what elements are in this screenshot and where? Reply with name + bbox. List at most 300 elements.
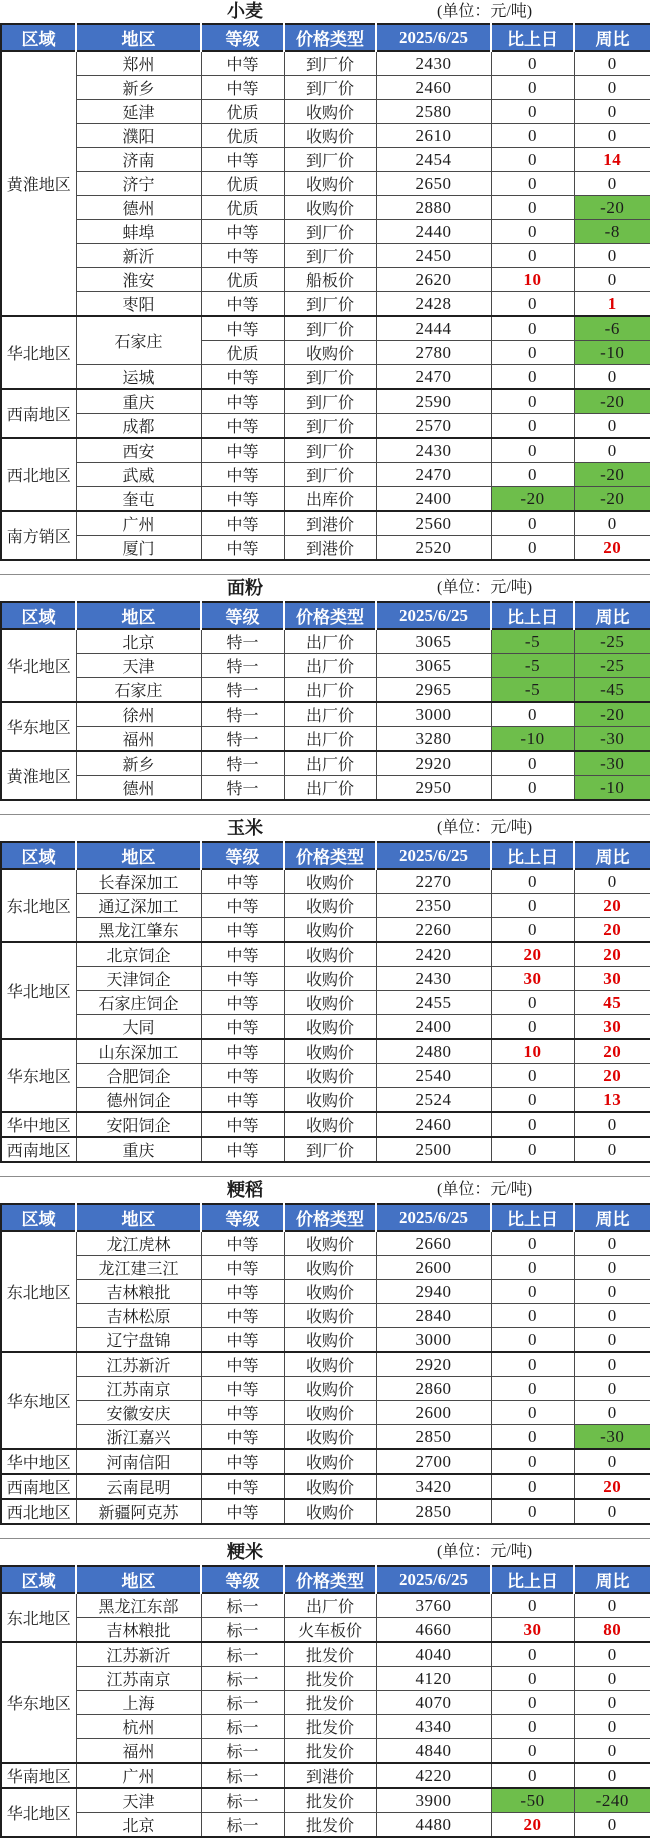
price-type-cell: 收购价 bbox=[284, 1112, 376, 1137]
price-cell: 3065 bbox=[376, 629, 491, 654]
day-change-cell: 0 bbox=[491, 1715, 574, 1739]
table-row bbox=[1, 1401, 650, 1425]
day-change-cell: 0 bbox=[491, 1642, 574, 1667]
table-row bbox=[1, 1715, 650, 1739]
area-cell: 北京饲企 bbox=[76, 942, 201, 967]
day-change-cell: 0 bbox=[491, 1739, 574, 1764]
price-type-cell: 收购价 bbox=[284, 1231, 376, 1256]
week-change-cell: -6 bbox=[574, 316, 650, 341]
grade-cell: 特一 bbox=[201, 776, 284, 801]
price-cell: 2650 bbox=[376, 172, 491, 196]
region-cell: 黄淮地区 bbox=[1, 751, 76, 800]
week-change-cell: 0 bbox=[574, 1763, 650, 1788]
region-cell: 西南地区 bbox=[1, 1474, 76, 1499]
column-header-2: 地区 bbox=[76, 1204, 201, 1231]
table-row bbox=[1, 1425, 650, 1450]
area-cell: 吉林松原 bbox=[76, 1304, 201, 1328]
table-title-bar bbox=[0, 1176, 650, 1203]
unit-label: (单位：元/吨) bbox=[437, 3, 533, 20]
week-change-cell: 0 bbox=[574, 172, 650, 196]
price-table bbox=[0, 841, 650, 1163]
day-change-cell: 0 bbox=[491, 702, 574, 727]
price-cell: 3280 bbox=[376, 727, 491, 752]
table-row bbox=[1, 776, 650, 801]
day-change-cell: 0 bbox=[491, 776, 574, 801]
price-type-cell: 收购价 bbox=[284, 967, 376, 991]
area-cell: 江苏南京 bbox=[76, 1377, 201, 1401]
week-change-cell: 0 bbox=[574, 1739, 650, 1764]
price-cell: 2400 bbox=[376, 1015, 491, 1040]
day-change-cell: 0 bbox=[491, 918, 574, 943]
area-cell: 广州 bbox=[76, 511, 201, 536]
day-change-cell: 0 bbox=[491, 1256, 574, 1280]
area-cell: 新乡 bbox=[76, 751, 201, 776]
price-type-cell: 收购价 bbox=[284, 1425, 376, 1450]
area-cell: 西安 bbox=[76, 438, 201, 463]
day-change-cell: 0 bbox=[491, 76, 574, 100]
table-row bbox=[1, 1763, 650, 1788]
price-cell: 2500 bbox=[376, 1137, 491, 1162]
grade-cell: 中等 bbox=[201, 316, 284, 341]
week-change-cell: -20 bbox=[574, 196, 650, 220]
day-change-cell: 0 bbox=[491, 1425, 574, 1450]
area-cell: 广州 bbox=[76, 1763, 201, 1788]
area-cell: 重庆 bbox=[76, 1137, 201, 1162]
day-change-cell: 0 bbox=[491, 341, 574, 365]
region-cell: 华北地区 bbox=[1, 629, 76, 702]
area-cell: 蚌埠 bbox=[76, 220, 201, 244]
price-type-cell: 到厂价 bbox=[284, 316, 376, 341]
grade-cell: 中等 bbox=[201, 438, 284, 463]
week-change-cell: 1 bbox=[574, 292, 650, 317]
week-change-cell: 13 bbox=[574, 1088, 650, 1113]
region-cell: 华南地区 bbox=[1, 1763, 76, 1788]
table-row bbox=[1, 1088, 650, 1113]
table-row bbox=[1, 1256, 650, 1280]
grade-cell: 中等 bbox=[201, 76, 284, 100]
week-change-cell: 0 bbox=[574, 1401, 650, 1425]
day-change-cell: 0 bbox=[491, 244, 574, 268]
week-change-cell: 0 bbox=[574, 1304, 650, 1328]
column-header-7: 周比 bbox=[574, 842, 650, 869]
price-cell: 2850 bbox=[376, 1425, 491, 1450]
area-cell: 龙江建三江 bbox=[76, 1256, 201, 1280]
price-type-cell: 到厂价 bbox=[284, 220, 376, 244]
price-cell: 2270 bbox=[376, 869, 491, 894]
table-row bbox=[1, 1352, 650, 1377]
price-cell: 2940 bbox=[376, 1280, 491, 1304]
column-header-7: 周比 bbox=[574, 1204, 650, 1231]
table-body bbox=[1, 1231, 650, 1524]
column-header-2: 地区 bbox=[76, 24, 201, 51]
price-type-cell: 收购价 bbox=[284, 1256, 376, 1280]
grade-cell: 中等 bbox=[201, 1328, 284, 1353]
day-change-cell: 0 bbox=[491, 1231, 574, 1256]
table-title-bar bbox=[0, 574, 650, 601]
week-change-cell: 20 bbox=[574, 918, 650, 943]
price-type-cell: 出厂价 bbox=[284, 678, 376, 703]
price-cell: 4340 bbox=[376, 1715, 491, 1739]
table-title: 面粉 bbox=[227, 578, 263, 598]
table-row bbox=[1, 365, 650, 390]
area-cell: 大同 bbox=[76, 1015, 201, 1040]
week-change-cell: 14 bbox=[574, 148, 650, 172]
area-cell: 濮阳 bbox=[76, 124, 201, 148]
day-change-cell: 0 bbox=[491, 1593, 574, 1618]
price-type-cell: 到厂价 bbox=[284, 438, 376, 463]
price-type-cell: 批发价 bbox=[284, 1813, 376, 1838]
grade-cell: 标一 bbox=[201, 1642, 284, 1667]
price-cell: 2428 bbox=[376, 292, 491, 317]
grade-cell: 中等 bbox=[201, 894, 284, 918]
table-row bbox=[1, 1499, 650, 1524]
table-body bbox=[1, 629, 650, 800]
table-row bbox=[1, 1642, 650, 1667]
day-change-cell: 0 bbox=[491, 292, 574, 317]
price-cell: 2965 bbox=[376, 678, 491, 703]
day-change-cell: 0 bbox=[491, 1280, 574, 1304]
price-type-cell: 到厂价 bbox=[284, 292, 376, 317]
week-change-cell: -45 bbox=[574, 678, 650, 703]
column-header-3: 等级 bbox=[201, 24, 284, 51]
area-cell: 石家庄 bbox=[76, 678, 201, 703]
grade-cell: 优质 bbox=[201, 196, 284, 220]
day-change-cell: 0 bbox=[491, 1137, 574, 1162]
price-type-cell: 收购价 bbox=[284, 100, 376, 124]
area-cell: 通辽深加工 bbox=[76, 894, 201, 918]
column-header-1: 区域 bbox=[1, 842, 76, 869]
price-cell: 2610 bbox=[376, 124, 491, 148]
grade-cell: 中等 bbox=[201, 1449, 284, 1474]
week-change-cell: 20 bbox=[574, 894, 650, 918]
price-cell: 3420 bbox=[376, 1474, 491, 1499]
price-cell: 2700 bbox=[376, 1449, 491, 1474]
grade-cell: 优质 bbox=[201, 100, 284, 124]
price-type-cell: 收购价 bbox=[284, 172, 376, 196]
grade-cell: 中等 bbox=[201, 511, 284, 536]
week-change-cell: 0 bbox=[574, 51, 650, 76]
table-row bbox=[1, 1788, 650, 1813]
grade-cell: 优质 bbox=[201, 172, 284, 196]
price-type-cell: 收购价 bbox=[284, 1088, 376, 1113]
column-header-4: 价格类型 bbox=[284, 24, 376, 51]
grade-cell: 中等 bbox=[201, 918, 284, 943]
price-cell: 2580 bbox=[376, 100, 491, 124]
price-cell: 2450 bbox=[376, 244, 491, 268]
price-section-2 bbox=[0, 574, 650, 801]
price-cell: 2460 bbox=[376, 1112, 491, 1137]
area-cell: 黑龙江东部 bbox=[76, 1593, 201, 1618]
price-type-cell: 收购价 bbox=[284, 1377, 376, 1401]
region-cell: 华北地区 bbox=[1, 1788, 76, 1837]
area-cell: 吉林粮批 bbox=[76, 1618, 201, 1643]
price-cell: 2440 bbox=[376, 220, 491, 244]
price-type-cell: 到厂价 bbox=[284, 414, 376, 439]
day-change-cell: 0 bbox=[491, 751, 574, 776]
day-change-cell: 0 bbox=[491, 1304, 574, 1328]
table-row bbox=[1, 1667, 650, 1691]
area-cell: 石家庄饲企 bbox=[76, 991, 201, 1015]
table-row bbox=[1, 942, 650, 967]
day-change-cell: 0 bbox=[491, 894, 574, 918]
price-type-cell: 到厂价 bbox=[284, 244, 376, 268]
day-change-cell: 0 bbox=[491, 1328, 574, 1353]
week-change-cell: -10 bbox=[574, 776, 650, 801]
table-row bbox=[1, 1449, 650, 1474]
table-row bbox=[1, 51, 650, 76]
week-change-cell: 0 bbox=[574, 1352, 650, 1377]
price-type-cell: 到厂价 bbox=[284, 76, 376, 100]
grade-cell: 中等 bbox=[201, 1474, 284, 1499]
grade-cell: 中等 bbox=[201, 1112, 284, 1137]
price-type-cell: 收购价 bbox=[284, 1474, 376, 1499]
week-change-cell: -30 bbox=[574, 727, 650, 752]
column-header-6: 比上日 bbox=[491, 602, 574, 629]
week-change-cell: 0 bbox=[574, 124, 650, 148]
day-change-cell: 0 bbox=[491, 100, 574, 124]
column-header-4: 价格类型 bbox=[284, 842, 376, 869]
day-change-cell: 0 bbox=[491, 148, 574, 172]
table-row bbox=[1, 172, 650, 196]
week-change-cell: 0 bbox=[574, 100, 650, 124]
price-type-cell: 收购价 bbox=[284, 1280, 376, 1304]
table-row bbox=[1, 967, 650, 991]
day-change-cell: 0 bbox=[491, 463, 574, 487]
area-cell: 河南信阳 bbox=[76, 1449, 201, 1474]
table-row bbox=[1, 1474, 650, 1499]
area-cell: 上海 bbox=[76, 1691, 201, 1715]
price-table bbox=[0, 1565, 650, 1838]
day-change-cell: 0 bbox=[491, 1112, 574, 1137]
day-change-cell: 0 bbox=[491, 1474, 574, 1499]
table-row bbox=[1, 991, 650, 1015]
week-change-cell: 0 bbox=[574, 1328, 650, 1353]
table-row bbox=[1, 463, 650, 487]
table-row bbox=[1, 511, 650, 536]
column-header-5: 2025/6/25 bbox=[376, 1566, 491, 1593]
price-type-cell: 批发价 bbox=[284, 1715, 376, 1739]
grade-cell: 中等 bbox=[201, 1231, 284, 1256]
column-header-5: 2025/6/25 bbox=[376, 602, 491, 629]
table-row bbox=[1, 196, 650, 220]
area-cell: 天津饲企 bbox=[76, 967, 201, 991]
price-type-cell: 收购价 bbox=[284, 869, 376, 894]
price-cell: 2600 bbox=[376, 1256, 491, 1280]
region-cell: 华中地区 bbox=[1, 1449, 76, 1474]
price-type-cell: 批发价 bbox=[284, 1667, 376, 1691]
area-cell: 浙江嘉兴 bbox=[76, 1425, 201, 1450]
column-header-4: 价格类型 bbox=[284, 602, 376, 629]
day-change-cell: 0 bbox=[491, 414, 574, 439]
week-change-cell: 0 bbox=[574, 268, 650, 292]
week-change-cell: 0 bbox=[574, 1667, 650, 1691]
week-change-cell: -20 bbox=[574, 389, 650, 414]
week-change-cell: -20 bbox=[574, 487, 650, 512]
price-type-cell: 到厂价 bbox=[284, 389, 376, 414]
column-header-7: 周比 bbox=[574, 24, 650, 51]
table-title: 粳米 bbox=[227, 1542, 263, 1562]
price-type-cell: 收购价 bbox=[284, 918, 376, 943]
price-type-cell: 批发价 bbox=[284, 1642, 376, 1667]
area-cell: 安徽安庆 bbox=[76, 1401, 201, 1425]
day-change-cell: -5 bbox=[491, 629, 574, 654]
price-type-cell: 收购价 bbox=[284, 991, 376, 1015]
price-type-cell: 到港价 bbox=[284, 536, 376, 561]
column-header-5: 2025/6/25 bbox=[376, 1204, 491, 1231]
grade-cell: 中等 bbox=[201, 487, 284, 512]
region-cell: 西南地区 bbox=[1, 1137, 76, 1162]
column-header-1: 区域 bbox=[1, 602, 76, 629]
day-change-cell: 20 bbox=[491, 1813, 574, 1838]
price-type-cell: 批发价 bbox=[284, 1739, 376, 1764]
area-cell: 新乡 bbox=[76, 76, 201, 100]
table-row bbox=[1, 1304, 650, 1328]
column-header-1: 区域 bbox=[1, 1566, 76, 1593]
week-change-cell: 80 bbox=[574, 1618, 650, 1643]
area-cell: 济南 bbox=[76, 148, 201, 172]
day-change-cell: 0 bbox=[491, 316, 574, 341]
grade-cell: 标一 bbox=[201, 1739, 284, 1764]
day-change-cell: 10 bbox=[491, 268, 574, 292]
price-type-cell: 收购价 bbox=[284, 1328, 376, 1353]
week-change-cell: 0 bbox=[574, 1449, 650, 1474]
day-change-cell: 0 bbox=[491, 1691, 574, 1715]
day-change-cell: -20 bbox=[491, 487, 574, 512]
grade-cell: 中等 bbox=[201, 220, 284, 244]
grade-cell: 中等 bbox=[201, 1401, 284, 1425]
grade-cell: 中等 bbox=[201, 536, 284, 561]
table-row bbox=[1, 148, 650, 172]
table-header bbox=[1, 1204, 650, 1231]
day-change-cell: 30 bbox=[491, 1618, 574, 1643]
week-change-cell: 0 bbox=[574, 1499, 650, 1524]
price-cell: 2430 bbox=[376, 438, 491, 463]
week-change-cell: 0 bbox=[574, 438, 650, 463]
table-row bbox=[1, 1813, 650, 1838]
grade-cell: 中等 bbox=[201, 1377, 284, 1401]
day-change-cell: 0 bbox=[491, 536, 574, 561]
price-type-cell: 出厂价 bbox=[284, 751, 376, 776]
column-header-3: 等级 bbox=[201, 602, 284, 629]
price-type-cell: 出厂价 bbox=[284, 776, 376, 801]
table-title: 粳稻 bbox=[227, 1180, 263, 1200]
price-cell: 2455 bbox=[376, 991, 491, 1015]
price-type-cell: 收购价 bbox=[284, 1064, 376, 1088]
grade-cell: 标一 bbox=[201, 1593, 284, 1618]
column-header-6: 比上日 bbox=[491, 1204, 574, 1231]
area-cell: 德州饲企 bbox=[76, 1088, 201, 1113]
column-header-6: 比上日 bbox=[491, 1566, 574, 1593]
grade-cell: 中等 bbox=[201, 1015, 284, 1040]
area-cell: 吉林粮批 bbox=[76, 1280, 201, 1304]
column-header-7: 周比 bbox=[574, 602, 650, 629]
week-change-cell: 0 bbox=[574, 365, 650, 390]
grade-cell: 特一 bbox=[201, 654, 284, 678]
price-cell: 2570 bbox=[376, 414, 491, 439]
price-type-cell: 收购价 bbox=[284, 942, 376, 967]
table-row bbox=[1, 76, 650, 100]
area-cell: 德州 bbox=[76, 196, 201, 220]
price-cell: 2524 bbox=[376, 1088, 491, 1113]
table-row bbox=[1, 389, 650, 414]
price-cell: 2460 bbox=[376, 76, 491, 100]
week-change-cell: 20 bbox=[574, 536, 650, 561]
day-change-cell: 0 bbox=[491, 51, 574, 76]
week-change-cell: 20 bbox=[574, 1039, 650, 1064]
unit-label: (单位：元/吨) bbox=[437, 1543, 533, 1560]
day-change-cell: 0 bbox=[491, 1015, 574, 1040]
grade-cell: 中等 bbox=[201, 1256, 284, 1280]
table-row bbox=[1, 1280, 650, 1304]
table-row bbox=[1, 702, 650, 727]
week-change-cell: 0 bbox=[574, 1813, 650, 1838]
price-type-cell: 收购价 bbox=[284, 1401, 376, 1425]
price-cell: 2560 bbox=[376, 511, 491, 536]
week-change-cell: 0 bbox=[574, 414, 650, 439]
table-row bbox=[1, 536, 650, 561]
price-cell: 2620 bbox=[376, 268, 491, 292]
price-cell: 2660 bbox=[376, 1231, 491, 1256]
table-title-bar bbox=[0, 0, 650, 23]
price-cell: 2350 bbox=[376, 894, 491, 918]
day-change-cell: 0 bbox=[491, 1763, 574, 1788]
grade-cell: 中等 bbox=[201, 1499, 284, 1524]
price-type-cell: 出厂价 bbox=[284, 727, 376, 752]
grade-cell: 中等 bbox=[201, 148, 284, 172]
table-row bbox=[1, 244, 650, 268]
price-cell: 2920 bbox=[376, 751, 491, 776]
price-type-cell: 出厂价 bbox=[284, 654, 376, 678]
grade-cell: 中等 bbox=[201, 869, 284, 894]
day-change-cell: 0 bbox=[491, 1064, 574, 1088]
day-change-cell: 0 bbox=[491, 124, 574, 148]
price-type-cell: 收购价 bbox=[284, 1352, 376, 1377]
price-cell: 2590 bbox=[376, 389, 491, 414]
area-cell: 合肥饲企 bbox=[76, 1064, 201, 1088]
day-change-cell: 30 bbox=[491, 967, 574, 991]
day-change-cell: 0 bbox=[491, 1377, 574, 1401]
price-cell: 3900 bbox=[376, 1788, 491, 1813]
day-change-cell: 0 bbox=[491, 991, 574, 1015]
week-change-cell: 0 bbox=[574, 1137, 650, 1162]
area-cell: 武威 bbox=[76, 463, 201, 487]
price-cell: 4480 bbox=[376, 1813, 491, 1838]
price-cell: 2520 bbox=[376, 536, 491, 561]
grade-cell: 标一 bbox=[201, 1715, 284, 1739]
area-cell: 黑龙江肇东 bbox=[76, 918, 201, 943]
price-section-5 bbox=[0, 1538, 650, 1838]
area-cell: 徐州 bbox=[76, 702, 201, 727]
column-header-2: 地区 bbox=[76, 842, 201, 869]
price-cell: 3000 bbox=[376, 702, 491, 727]
table-header bbox=[1, 842, 650, 869]
area-cell: 龙江虎林 bbox=[76, 1231, 201, 1256]
region-cell: 黄淮地区 bbox=[1, 51, 76, 316]
week-change-cell: 30 bbox=[574, 967, 650, 991]
price-section-4 bbox=[0, 1176, 650, 1525]
week-change-cell: 0 bbox=[574, 1715, 650, 1739]
day-change-cell: 0 bbox=[491, 1088, 574, 1113]
price-type-cell: 批发价 bbox=[284, 1788, 376, 1813]
price-table bbox=[0, 601, 650, 801]
price-cell: 2950 bbox=[376, 776, 491, 801]
grade-cell: 标一 bbox=[201, 1813, 284, 1838]
table-row bbox=[1, 100, 650, 124]
area-cell: 辽宁盘锦 bbox=[76, 1328, 201, 1353]
table-row bbox=[1, 124, 650, 148]
grade-cell: 中等 bbox=[201, 244, 284, 268]
grade-cell: 中等 bbox=[201, 414, 284, 439]
